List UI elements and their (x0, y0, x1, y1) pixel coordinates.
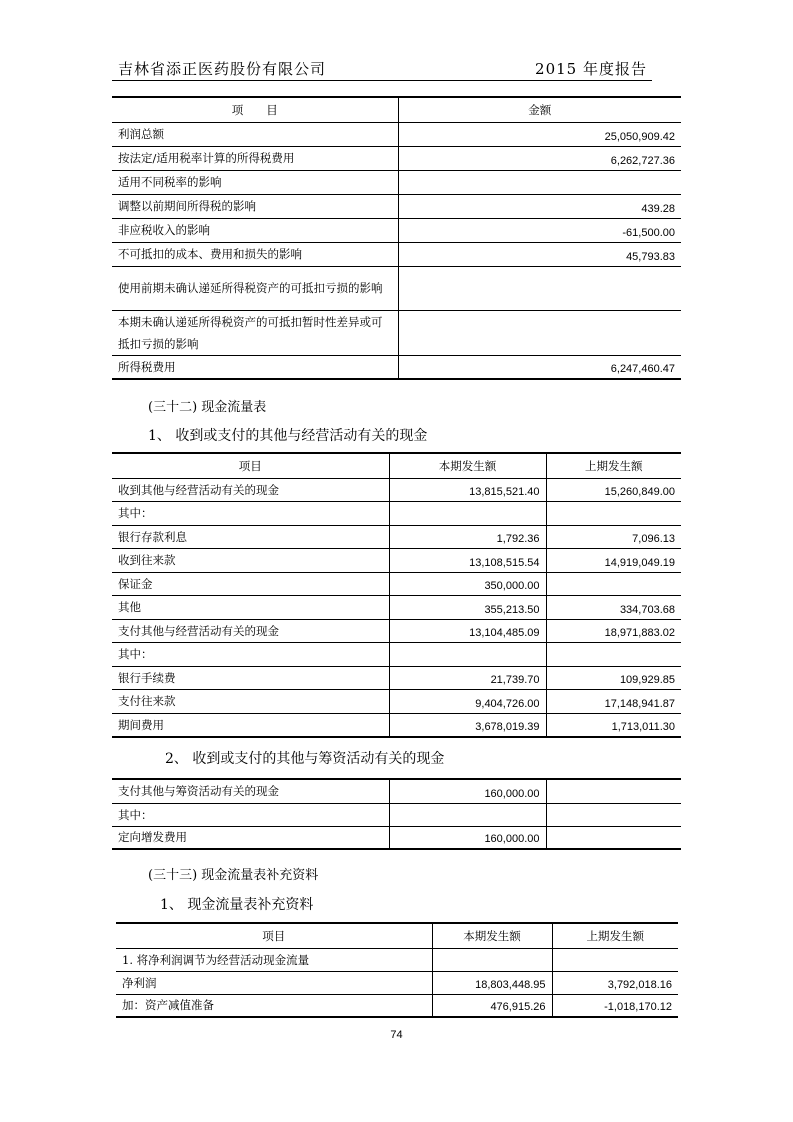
section-heading-33: (三十三) 现金流量表补充资料 (148, 868, 319, 883)
table-header-row (112, 97, 681, 122)
row-current: 18,803,448.95 (432, 971, 552, 994)
table-row (116, 994, 678, 1017)
row-prior (552, 948, 678, 971)
row-current: 160,000.00 (389, 779, 546, 803)
row-label: 银行手续费 (112, 666, 389, 690)
table-row (112, 146, 681, 170)
column-header-current: 本期发生额 (389, 453, 546, 478)
column-header-prior: 上期发生额 (546, 453, 681, 478)
row-prior (546, 779, 681, 803)
header-divider (112, 80, 652, 81)
row-prior: 14,919,049.19 (546, 549, 681, 573)
financing-cash-table (112, 778, 681, 850)
row-label: 按法定/适用税率计算的所得税费用 (112, 146, 398, 170)
operating-cash-table (112, 452, 681, 738)
table-row (112, 502, 681, 526)
table-row (112, 826, 681, 849)
row-prior (546, 502, 681, 526)
row-current (389, 643, 546, 667)
row-label: 其中： (112, 643, 389, 667)
row-prior: 17,148,941.87 (546, 690, 681, 714)
row-label: 收到往来款 (112, 549, 389, 573)
table-row (112, 803, 681, 826)
table-row (112, 478, 681, 502)
column-header-current: 本期发生额 (432, 923, 552, 948)
table-row (112, 549, 681, 573)
row-label: 利润总额 (112, 122, 398, 146)
row-label: 其中： (112, 803, 389, 826)
table-row (112, 572, 681, 596)
row-amount: 25,050,909.42 (398, 122, 681, 146)
row-label: 支付其他与经营活动有关的现金 (112, 619, 389, 643)
row-prior: 1,713,011.30 (546, 713, 681, 737)
row-current: 13,815,521.40 (389, 478, 546, 502)
row-current (389, 502, 546, 526)
row-label: 支付其他与筹资活动有关的现金 (112, 779, 389, 803)
row-label: 调整以前期间所得税的影响 (112, 194, 398, 218)
row-amount: 45,793.83 (398, 242, 681, 266)
tax-reconciliation-table (112, 96, 681, 380)
table-row (112, 242, 681, 266)
row-current: 350,000.00 (389, 572, 546, 596)
table-row (116, 948, 678, 971)
row-label: 加：资产减值准备 (116, 994, 432, 1017)
row-prior: 334,703.68 (546, 596, 681, 620)
report-title: 2015 年度报告 (535, 60, 647, 78)
section-heading-32: (三十二) 现金流量表 (148, 400, 267, 415)
row-amount: 6,262,727.36 (398, 146, 681, 170)
table-row (112, 310, 681, 355)
row-prior: 18,971,883.02 (546, 619, 681, 643)
row-label: 使用前期未确认递延所得税资产的可抵扣亏损的影响 (112, 266, 398, 310)
row-prior (546, 572, 681, 596)
table-row (112, 355, 681, 379)
row-label: 银行存款利息 (112, 525, 389, 549)
row-amount: -61,500.00 (398, 218, 681, 242)
row-label: 净利润 (116, 971, 432, 994)
row-label: 其中： (112, 502, 389, 526)
row-amount (398, 310, 681, 355)
row-label: 不可抵扣的成本、费用和损失的影响 (112, 242, 398, 266)
row-prior: 109,929.85 (546, 666, 681, 690)
column-header-item: 项 目 (112, 97, 398, 122)
row-label: 1. 将净利润调节为经营活动现金流量 (116, 948, 432, 971)
row-current: 476,915.26 (432, 994, 552, 1017)
table-row (112, 779, 681, 803)
row-label: 本期未确认递延所得税资产的可抵扣暂时性差异或可抵扣亏损的影响 (112, 310, 398, 355)
table-row (112, 194, 681, 218)
row-current (389, 803, 546, 826)
row-prior (546, 803, 681, 826)
row-amount (398, 170, 681, 194)
row-prior: -1,018,170.12 (552, 994, 678, 1017)
row-label: 非应税收入的影响 (112, 218, 398, 242)
row-prior: 3,792,018.16 (552, 971, 678, 994)
subsection-heading-1: 1、 收到或支付的其他与经营活动有关的现金 (148, 428, 428, 444)
page-number: 74 (390, 1029, 403, 1041)
row-current: 13,104,485.09 (389, 619, 546, 643)
row-amount: 6,247,460.47 (398, 355, 681, 379)
row-prior: 15,260,849.00 (546, 478, 681, 502)
row-current: 355,213.50 (389, 596, 546, 620)
row-prior: 7,096.13 (546, 525, 681, 549)
row-label: 支付往来款 (112, 690, 389, 714)
subsection-heading-2: 2、 收到或支付的其他与筹资活动有关的现金 (165, 751, 445, 767)
table-row (116, 971, 678, 994)
column-header-item: 项目 (116, 923, 432, 948)
table-row (112, 596, 681, 620)
row-current (432, 948, 552, 971)
row-current: 1,792.36 (389, 525, 546, 549)
row-label: 定向增发费用 (112, 826, 389, 849)
table-header-row (116, 923, 678, 948)
table-row (112, 525, 681, 549)
table-row (112, 713, 681, 737)
row-label: 期间费用 (112, 713, 389, 737)
row-current: 21,739.70 (389, 666, 546, 690)
row-label: 收到其他与经营活动有关的现金 (112, 478, 389, 502)
row-label: 所得税费用 (112, 355, 398, 379)
row-amount: 439.28 (398, 194, 681, 218)
row-current: 160,000.00 (389, 826, 546, 849)
company-name: 吉林省添正医药股份有限公司 (118, 60, 327, 78)
table-row (112, 122, 681, 146)
row-current: 3,678,019.39 (389, 713, 546, 737)
column-header-amount: 金额 (398, 97, 681, 122)
row-prior (546, 643, 681, 667)
table-row (112, 690, 681, 714)
row-label: 其他 (112, 596, 389, 620)
column-header-prior: 上期发生额 (552, 923, 678, 948)
subsection-heading-3: 1、 现金流量表补充资料 (160, 897, 314, 913)
table-row (112, 619, 681, 643)
column-header-item: 项目 (112, 453, 389, 478)
table-row (112, 643, 681, 667)
row-current: 9,404,726.00 (389, 690, 546, 714)
row-prior (546, 826, 681, 849)
row-label: 保证金 (112, 572, 389, 596)
row-current: 13,108,515.54 (389, 549, 546, 573)
supplementary-cash-table (116, 922, 678, 1018)
table-header-row (112, 453, 681, 478)
row-amount (398, 266, 681, 310)
table-row (112, 218, 681, 242)
table-row (112, 266, 681, 310)
table-row (112, 170, 681, 194)
table-row (112, 666, 681, 690)
row-label: 适用不同税率的影响 (112, 170, 398, 194)
